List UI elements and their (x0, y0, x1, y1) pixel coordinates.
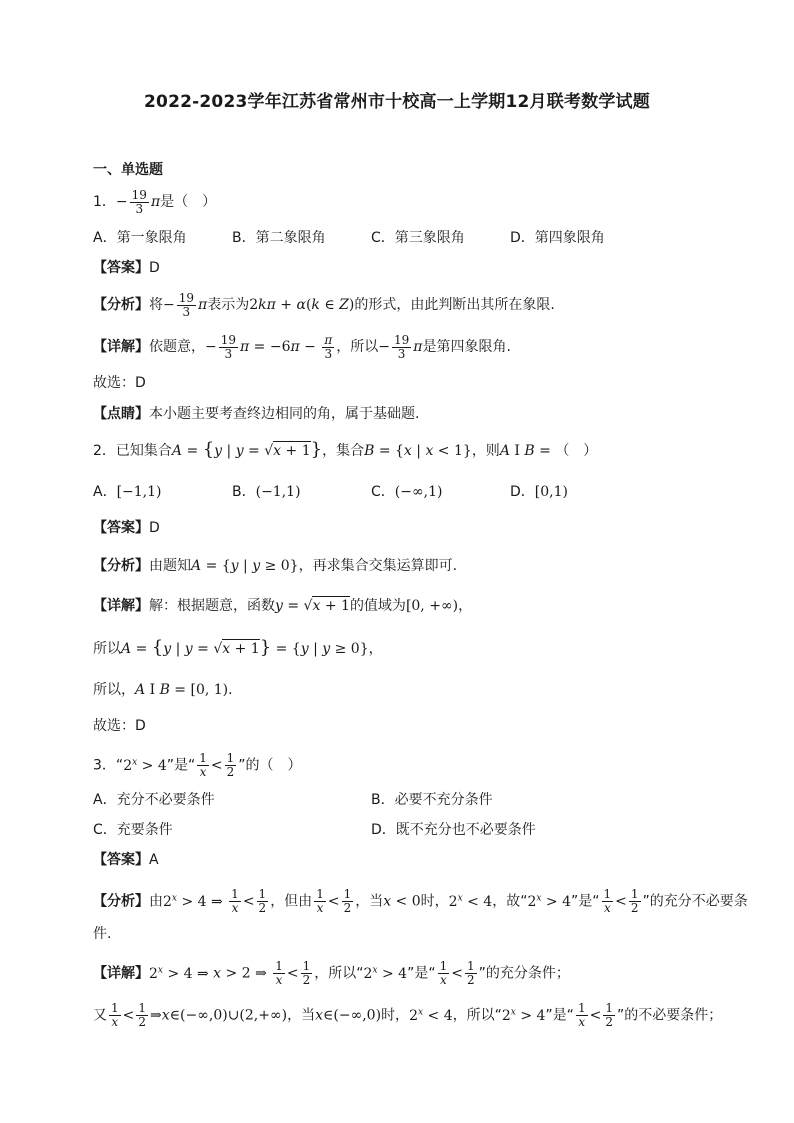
question-1-answer: 【答案】D (93, 260, 160, 276)
question-3-answer: 【答案】A (93, 852, 159, 868)
question-2-option-a: A．[−1,1) (93, 484, 162, 500)
question-3-option-c: C．充要条件 (93, 822, 173, 838)
question-1-choose: 故选：D (93, 375, 146, 391)
question-3-option-a: A．充分不必要条件 (93, 792, 215, 808)
question-2-detail: 【详解】解：根据题意，函数y = √x + 1的值域为[0, +∞)， (93, 598, 473, 614)
question-3-option-d: D．既不充分也不必要条件 (371, 822, 536, 838)
question-2-detail-line-2: 所以A = {y | y = √x + 1} = {y | y ≥ 0}， (93, 637, 383, 658)
question-1-detail: 【详解】依题意，− $\frac{19}{3}$ π = −6π − $\frac{\pi}{3}$ ，所以− $\frac{19}{3}$ π是第四象限角. (93, 332, 511, 361)
page-title: 2022-2023学年江苏省常州市十校高一上学期12月联考数学试题 (144, 92, 650, 112)
question-1-analysis: 【分析】将− $\frac{19}{3}$ π表示为2kπ + α(k ∈ Z)的形式，由此判断出其所在象限. (93, 290, 555, 319)
question-2-option-b: B．(−1,1) (232, 484, 301, 500)
question-1-option-d: D．第四象限角 (510, 230, 605, 246)
question-1-stem: 1．− $\frac{19}{3}$ π是（ ） (93, 187, 217, 216)
question-2-option-d: D．[0,1) (510, 484, 568, 500)
question-3-option-b: B．必要不充分条件 (371, 792, 493, 808)
fraction: $\frac{19}{3}$ (131, 187, 147, 216)
question-1-comment: 【点睛】本小题主要考查终边相同的角，属于基础题. (93, 406, 420, 422)
question-2-stem: 2．已知集合A = {y | y = √x + 1}，集合B = {x | x < 1}，则A I B = （ ） (93, 439, 598, 460)
question-2-analysis: 【分析】由题知A = {y | y ≥ 0}，再求集合交集运算即可. (93, 558, 458, 574)
question-1-option-b: B．第二象限角 (232, 230, 326, 246)
question-2-detail-line-3: 所以，A I B = [0, 1). (93, 682, 233, 698)
question-3-stem: 3．“$2^x > 4$”是“ $\frac{1}{x}$ < $\frac{1}{2}$ ”的（ ） (93, 751, 302, 780)
question-2-choose: 故选：D (93, 718, 146, 734)
question-1-number: 1． (93, 194, 116, 210)
question-3-analysis-wrap: 件. (93, 926, 112, 942)
question-1-option-a: A．第一象限角 (93, 230, 187, 246)
question-2-option-c: C．(−∞,1) (371, 484, 443, 500)
question-3-analysis: 【分析】由$2^x > 4$ ⇒ $\frac{1}{x}$ < $\frac{1}{2}$ ，但由 $\frac{1}{x}$ < $\frac{1}{2}$ ，当x < 0时，$2^x < 4$，故“$2^x > 4$”是“ $\frac{1}{x}$ < $\frac{1}{2}$ ”的充分不必要条 (93, 887, 748, 916)
question-1-option-c: C．第三象限角 (371, 230, 465, 246)
question-2-answer: 【答案】D (93, 520, 160, 536)
question-3-detail: 【详解】$2^x > 4$ ⇒ x > 2 ⇒ $\frac{1}{x}$ < $\frac{1}{2}$ ，所以“$2^x > 4$”是“ $\frac{1}{x}$ < $\frac{1}{2}$ ”的充分条件； (93, 959, 570, 988)
question-3-detail-line-2: 又 $\frac{1}{x}$ < $\frac{1}{2}$ ⇒x∈(−∞,0)∪(2,+∞)，当x∈(−∞,0)时，$2^x < 4$，所以“$2^x > 4$”是“ $\frac{1}{x}$ < $\frac{1}{2}$ ”的不必要条件； (93, 1001, 723, 1030)
section-heading: 一、单选题 (93, 162, 163, 178)
